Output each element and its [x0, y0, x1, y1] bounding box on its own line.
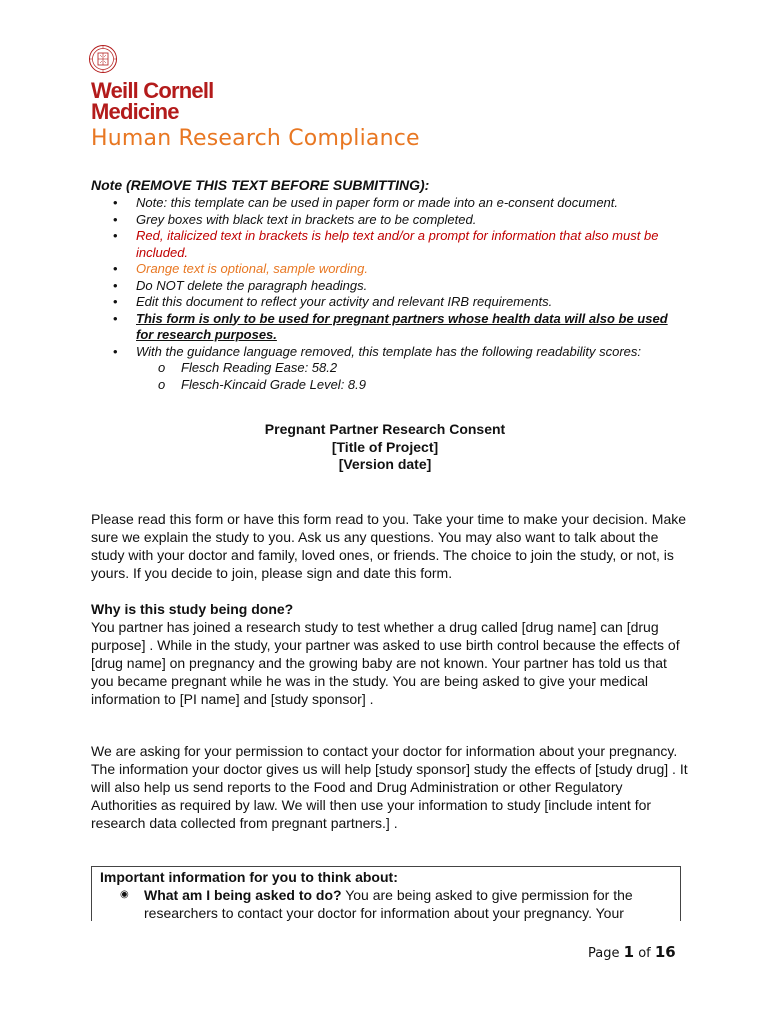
why-heading: Why is this study being done?	[91, 601, 294, 617]
page-footer	[588, 943, 676, 961]
note-item	[91, 344, 676, 361]
note-item-text: Do NOT delete the paragraph headings.	[136, 277, 368, 293]
note-list	[91, 195, 691, 360]
sub-item	[91, 377, 681, 394]
seal-icon	[88, 44, 118, 80]
note-item-text: Red, italicized text in brackets is help text and/or a prompt for information that also must be included.	[136, 228, 659, 260]
bullet-icon: •	[113, 343, 118, 359]
bullet-icon: •	[113, 228, 118, 243]
bullet-icon: •	[113, 195, 118, 210]
note-item-text: Grey boxes with black text in brackets are to be completed.	[136, 211, 477, 227]
important-info-title: Important information for you to think about:	[100, 869, 398, 885]
intro-paragraph: Please read this form or have this form read to you. Take your time to make your decision. Make sure we explain the study to you. Ask us any questions. You may also want to talk about the study with your doctor and family, loved ones, or friends. The choice to join the study, or not, is yours. If you decide to join, please sign and date this form.	[91, 511, 687, 581]
important-info-box	[91, 866, 681, 921]
note-item-text: Edit this document to reflect your activity and relevant IRB requirements.	[136, 294, 553, 309]
note-item	[91, 212, 676, 229]
sub-item-text: Flesch Reading Ease: 58.2	[181, 360, 338, 375]
note-item	[91, 311, 676, 344]
bullet-icon: •	[113, 211, 118, 227]
version-date-placeholder: [Version date]	[338, 456, 432, 472]
bullet-icon: •	[113, 310, 118, 326]
of-label: of	[638, 946, 651, 961]
consent-title-block	[0, 421, 770, 474]
note-section	[91, 177, 691, 393]
department-title: Human Research Compliance	[91, 126, 420, 151]
note-item	[91, 294, 676, 311]
bullet-icon: •	[113, 261, 118, 276]
sub-item	[91, 360, 681, 377]
sub-item-text: Flesch-Kincaid Grade Level: 8.9	[181, 376, 366, 392]
note-item	[91, 278, 676, 295]
logo-line-1: Weill Cornell	[91, 78, 214, 103]
note-item-text: With the guidance language removed, this template has the following readability scores:	[136, 343, 642, 359]
circle-bullet-icon: o	[158, 376, 166, 392]
permission-paragraph: We are asking for your permission to contact your doctor for information about your pregnancy. The information your doctor gives us will help [study sponsor] study the effects of [study drug] . It will also help us send reports to the Food and Drug Administration or other Regulatory Authorities as required by law. We will then use your information to study [include intent for research data collected from pregnant partners.] .	[91, 743, 688, 831]
logo-wordmark	[91, 80, 213, 122]
item-text: You are being asked to give permission for the researchers to contact your doctor for information about your pregnancy. Your	[144, 887, 633, 921]
bullet-icon: •	[113, 277, 118, 293]
item-heading: What am I being asked to do?	[144, 887, 342, 903]
note-item	[91, 261, 676, 278]
page-number: 1	[623, 943, 635, 961]
logo-line-2: Medicine	[91, 99, 179, 124]
note-title: Note (REMOVE THIS TEXT BEFORE SUBMITTING):	[91, 177, 430, 193]
page-label: Page	[588, 946, 620, 961]
note-item-text: Note: this template can be used in paper form or made into an e-consent document.	[136, 195, 618, 210]
note-item	[91, 195, 676, 212]
note-item-text: This form is only to be used for pregnant partners whose health data will also be used for research purposes.	[136, 310, 668, 342]
note-item-text: Orange text is optional, sample wording.	[136, 261, 368, 276]
bullet-icon: •	[113, 294, 118, 309]
project-title-placeholder: [Title of Project]	[331, 438, 439, 455]
note-item	[91, 228, 676, 261]
total-pages: 16	[654, 943, 676, 961]
readability-list	[91, 360, 691, 393]
important-info-item	[92, 886, 676, 921]
why-paragraph: You partner has joined a research study to test whether a drug called [drug name] can [drug purpose] . While in the study, your partner was asked to use birth control because the effects of [drug name] on pregnancy and the growing baby are not known. Your partner has told us that you became pregnant while he was in the study. You are being asked to give your medical information to [PI name] and [study sponsor] .	[91, 619, 680, 707]
consent-title: Pregnant Partner Research Consent	[264, 421, 506, 437]
circle-bullet-icon: o	[158, 360, 166, 375]
bullet-icon: ◉	[120, 889, 129, 900]
